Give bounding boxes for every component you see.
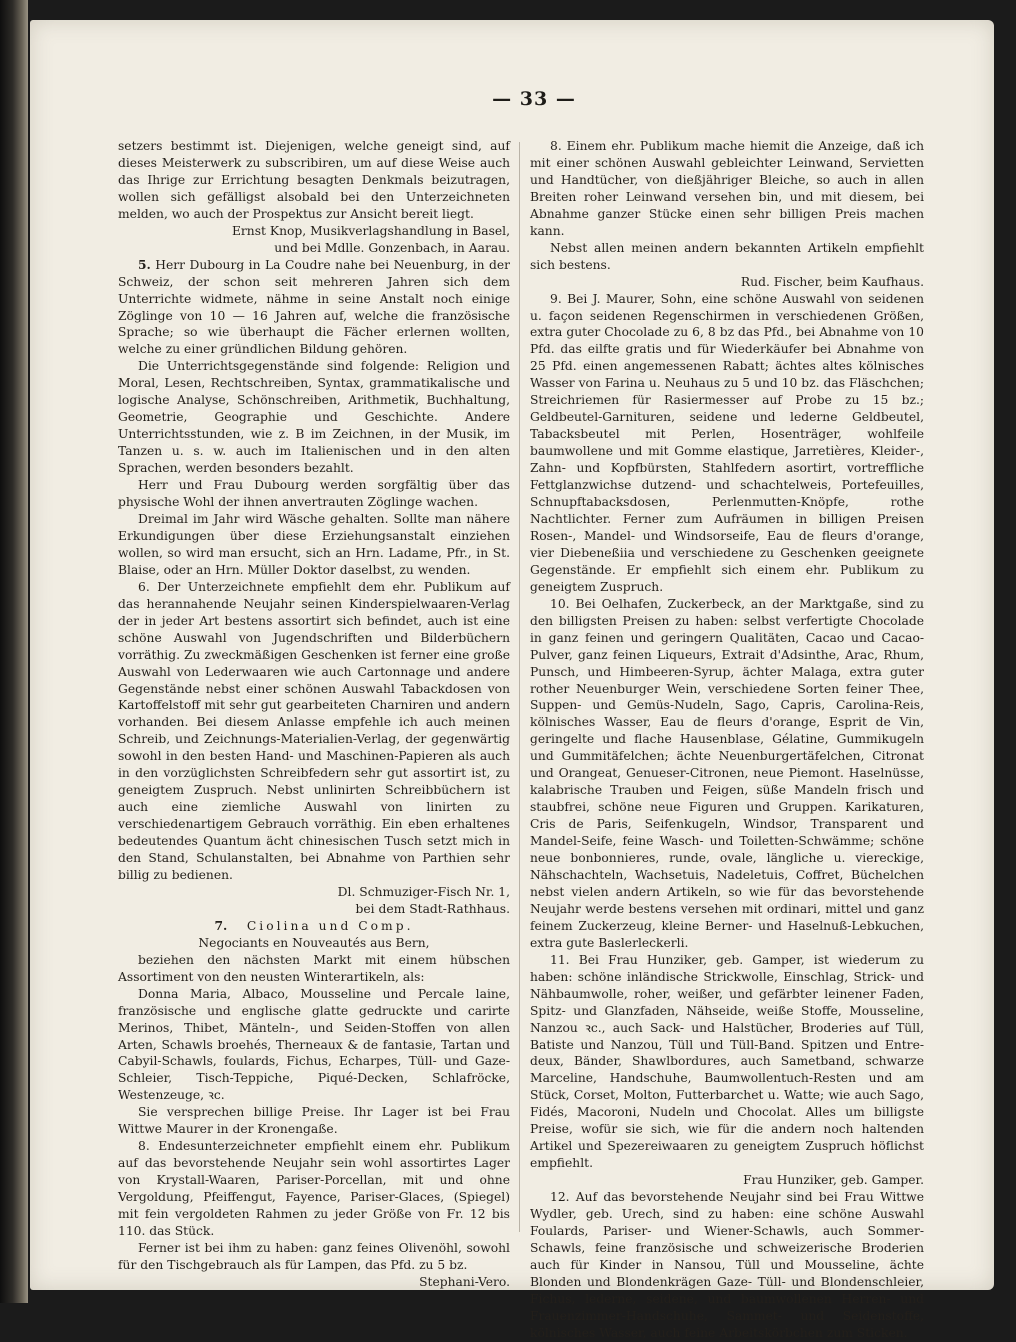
signature-schmuziger-address: bei dem Stadt-Rathhaus.	[355, 901, 510, 916]
signature-hunziker: Frau Hunziker, geb. Gamper.	[743, 1173, 924, 1188]
signature-gonzenbach: und bei Mdlle. Gonzenbach, in Aarau.	[274, 240, 510, 255]
announcement-7-subtitle: Negociants en Nouveautés aus Bern,	[198, 935, 430, 950]
announcement-8-left-oil: Ferner ist bei ihm zu haben: ganz feines Olivenöhl, sowohl für den Tischgebrauch als für Lampen, das Pfd. zu 5 bz.	[118, 1240, 510, 1272]
announcement-7-number: 7.	[214, 917, 228, 933]
announcement-10: 10. Bei Oelhafen, Zuckerbeck, an der Marktgaße, sind zu den billigsten Preisen zu haben: selbst verfertigte Chocolade in ganz feinen und geringern Qualitäten, Cacao und Cacao-Pulver, ganz feinen Liqueurs, Extrait d'Adsinthe, Arac, Rhum, Punsch, und Himbeeren-Syrup, ächter Malaga, extra guter rother Neuenburger Wein, verschiedene Sorten feiner Thee, Suppen- und Gemüs-Nudeln, Sago, Capris, Carolina-Reis, kölnisches Wasser, Eau de fleurs d'orange, Esprit de Vin, geringelte und flache Hausenblase, Gélatine, Gummikugeln und Gummitäfelchen; ächte Neuenburgertäfelchen, Citronat und Orangeat, Genueser-Citronen, neue Piemont. Haselnüsse, kalabrische Trauben und Feigen, süße Mandeln frisch und staubfrei, schöne neue Figuren und Gruppen. Karikaturen, Cris de Paris, Seifenkugeln, Windsor, Transparent und Mandel-Seife, feine Wasch- und Toiletten-Schwämme; schöne neue bonbonnieres, runde, ovale, längliche u. viereckige, Nähschachteln, Wachsetuis, Nadeletuis, Coffret, Büchelchen nebst vielen andern Artikeln, so wie für das bevorstehende Neujahr werde bestens versehen mit ordinari, mittel und ganz feinem Zuckerzeug, kleine Berner- und Haselnuß-Lebkuchen, extra gute Baslerleckerli.	[530, 596, 924, 950]
announcement-7-heading	[118, 918, 510, 935]
announcement-continuation: setzers bestimmt ist. Diejenigen, welche geneigt sind, auf dieses Meisterwerk zu subscribiren, um auf diese Weise auch das Ihrige zur Errichtung besagten Denkmals beizutragen, wollen sich gefälligst alsobald bei den Unterzeichneten melden, wo auch der Prospektus zur Ansicht bereit liegt.	[118, 139, 510, 221]
facing-page-edge	[0, 0, 28, 1303]
announcement-5-number: 5.	[138, 256, 151, 272]
signature-schmuziger: Dl. Schmuziger-Fisch Nr. 1,	[337, 884, 510, 899]
left-column	[118, 138, 510, 1289]
announcement-7-items: Donna Maria, Albaco, Mousseline und Percale laine, französische und englische glatte gedruckte und carirte Merinos, Thibet, Mänteln-, und Seiden-Stoffen von allen Arten, Schawls broehés, Therneaux & de fantasie, Tartan und Cabyil-Schawls, foulards, Fichus, Echarpes, Tüll- und Gaze-Schleier, Tisch-Teppiche, Piqué-Decken, Schlafröcke, Westenzeuge, ꝛc.	[118, 986, 510, 1103]
signature-fischer: Rud. Fischer, beim Kaufhaus.	[740, 274, 924, 289]
announcement-5	[118, 257, 510, 359]
signature-knop: Ernst Knop, Musikverlagshandlung in Basel,	[231, 223, 510, 238]
announcement-5-care: Herr und Frau Dubourg werden sorgfältig über das physische Wohl der ihnen anvertrauten Zöglinge wachen.	[118, 478, 510, 510]
announcement-11: 11. Bei Frau Hunziker, geb. Gamper, ist wiederum zu haben: schöne inländische Strickwolle, Einschlag, Strick- und Nähbaumwolle, roher, weißer, und gefärbter leinener Faden, Spitz- und Glanzfaden, Nähseide, weiße Stoffe, Mousseline, Nanzou ꝛc., auch Sack- und Halstücher, Broderies auf Tüll, Batiste und Nanzou, Tüll und Tüll-Band. Spitzen und Entre-deux, Bänder, Shawlbordures, auch Sametband, schwarze Marceline, Handschuhe, Baumwollentuch-Resten und am Stück, Corset, Molton, Futterbarchet u. Watte; wie auch Sago, Fidés, Macoroni, Nudeln und Chocolat. Alles um billigste Preise, wofür sie sich, wie für die andern noch haltenden Artikel und Spezereiwaaren zu geneigtem Zuspruch höflichst empfiehlt.	[530, 952, 924, 1171]
right-column	[530, 138, 924, 1340]
announcement-12: 12. Auf das bevorstehende Neujahr sind bei Frau Wittwe Wydler, geb. Urech, sind zu haben: eine schöne Auswahl Foulards, Pariser- und Wiener-Schawls, auch Sommer-Schawls, feine französische und schweizerische Broderien auch für Kinder in Nansou, Tüll und Mousseline, ächte Blonden und Blondenkrägen Gaze- Tüll- und Blondenschleier, Fichus, lederne, seidene, und baumwollenen Herren- und Frauenzimmer-Handschuhe, Sammet- und Seidenstoffe, kölnisches Wasser, auch feine Arbeitskörbchen zum Sticken.	[530, 1190, 924, 1340]
announcement-9: 9. Bei J. Maurer, Sohn, eine schöne Auswahl von seidenen u. façon seidenen Regenschirmen in verschiedenen Größen, extra guter Chocolade zu 6, 8 bz das Pfd., bei Abnahme von 10 Pfd. das eilfte gratis und für Wiederkäufer bei Abnahme von 25 Pfd. einen angemessenen Rabatt; ächtes altes kölnisches Wasser von Farina u. Neuhaus zu 5 und 10 bz. das Fläschchen; Streichriemen für Rasiermesser auf Probe zu 15 bz.; Geldbeutel-Garnituren, seidene und lederne Geldbeutel, Tabacksbeutel mit Perlen, Hosenträger, wohlfeile baumwollene und mit Gomme elastique, Jarretières, Kleider-, Zahn- und Kopfbürsten, Stahlfedern asortirt, vortreffliche Fettglanzwichse dutzend- und schachtelweis, Portefeuilles, Schnupftabacksdosen, Perlenmutten-Knöpfe, rothe Nachtlichter. Ferner zum Aufräumen in billigen Preisen Rosen-, Mandel- und Windsorseife, Eau de fleurs d'orange, vier Diebeneßiia und verschiedene zu Geschenken geeignete Gegenstände. Er empfiehlt sich einem ehr. Publikum zu geneigtem Zuspruch.	[530, 291, 924, 594]
announcement-8-right: 8. Einem ehr. Publikum mache hiemit die Anzeige, daß ich mit einer schönen Auswahl gebleichter Leinwand, Servietten und Handtücher, von dießjähriger Bleiche, so auch in allen Breiten roher Leinwand versehen bin, und mit diesem, bei Abnahme ganzer Stücke einen sehr billigen Preis machen kann.	[530, 139, 924, 238]
page-number: — 33 —	[492, 88, 576, 110]
newspaper-page	[30, 20, 994, 1340]
announcement-7-firm: Ciolina und Comp.	[246, 918, 414, 933]
signature-stephani: Stephani-Vero.	[419, 1274, 510, 1289]
announcement-7-prices: Sie versprechen billige Preise. Ihr Lager ist bei Frau Wittwe Maurer in der Kronengaße.	[118, 1105, 510, 1137]
announcement-8-right-closing: Nebst allen meinen andern bekannten Artikeln empfiehlt sich bestens.	[530, 240, 924, 272]
column-divider	[519, 142, 520, 1232]
announcement-7-intro: beziehen den nächsten Markt mit einem hübschen Assortiment von den neusten Winterartikeln, als:	[118, 952, 510, 984]
announcement-5-contact: Dreimal im Jahr wird Wäsche gehalten. Sollte man nähere Erkundigungen über diese Erziehungsanstalt einziehen wollen, so wird man ersucht, sich an Hrn. Ladame, Pfr., in St. Blaise, oder an Hrn. Müller Doktor daselbst, zu wenden.	[118, 511, 510, 577]
announcement-8-left: 8. Endesunterzeichneter empfiehlt einem ehr. Publikum auf das bevorstehende Neujahr sein wohl assortirtes Lager von Krystall-Waaren, Pariser-Porcellan, mit und ohne Vergoldung, Pfeiffengut, Fayence, Pariser-Glaces, (Spiegel) mit fein vergoldeten Rahmen zu jeder Größe von Fr. 12 bis 110. das Stück.	[118, 1139, 510, 1238]
announcement-5-subjects: Die Unterrichtsgegenstände sind folgende: Religion und Moral, Lesen, Rechtschreiben, Syntax, grammatikalische und logische Analyse, Schönschreiben, Arithmetik, Buchhaltung, Geometrie, Geographie und Geschichte. Andere Unterrichtsstunden, wie z. B im Zeichnen, in der Musik, im Tanzen u. s. w. auch im Italienischen und in den alten Sprachen, werden besonders bezahlt.	[118, 359, 510, 476]
announcement-6: 6. Der Unterzeichnete empfiehlt dem ehr. Publikum auf das herannahende Neujahr seinen Kinderspielwaaren-Verlag der in jeder Art bestens assortirt sich befindet, auch ist eine schöne Auswahl von Jugendschriften und Bilderbüchern vorräthig. Zu zweckmäßigen Geschenken ist ferner eine große Auswahl von Lederwaaren wie auch Cartonnage und andere Gegenstände nebst einer schönen Auswahl Tabackdosen von Kartoffelstoff mit sehr gut gearbeiteten Charniren und andern vorhanden. Bei diesem Anlasse empfehle ich auch meinen Schreib, und Zeichnungs-Materialien-Verlag, der gegenwärtig sowohl in den besten Hand- und Maschinen-Papieren als auch in den vorzüglichsten Schreibfedern sehr gut assortirt ist, zu geneigtem Zuspruch. Nebst unlinirten Schreibbüchern ist auch eine ziemliche Auswahl von linirten zu verschiedenartigem Gebrauch vorräthig. Ein eben erhaltenes bedeutendes Quantum ächt chinesischen Tusch setzt mich in den Stand, Schulanstalten, bei Abnahme von Parthien sehr billig zu bedienen.	[118, 579, 510, 882]
announcement-5-text: Herr Dubourg in La Coudre nahe bei Neuenburg, in der Schweiz, der schon seit mehreren Jahren sich dem Unterrichte widmete, nähme in seine Anstalt noch einige Zöglinge von 10 — 16 Jahren auf, welche die französische Sprache; so wie überhaupt die Fächer erlernen wollten, welche zu einer gründlichen Bildung gehören.	[118, 257, 510, 357]
